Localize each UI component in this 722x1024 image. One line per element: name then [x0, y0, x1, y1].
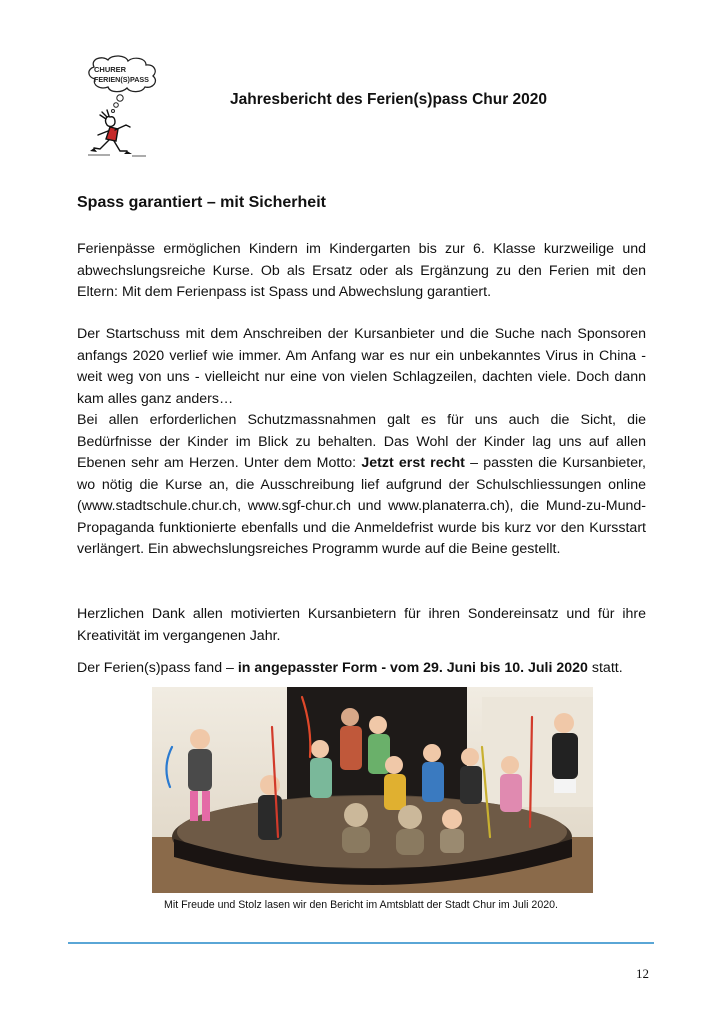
ferienpass-logo	[80, 55, 180, 163]
document-title: Jahresbericht des Ferien(s)pass Chur 2020	[230, 91, 548, 108]
paragraph-measures-text-2: – passten die Kursanbieter, wo nötig die Kurse an, die Ausschreibung lief aufgrund der Schulschliessungen online (www.stadtschule.chur.ch, www.sgf-chur.ch und www.planaterra.ch), die Mund-zu-Mund-Propaganda funktionierte ebenfalls und die Anmeldefrist wurde bis kurz vor den Kursstart verlängert. Ein abwechslungsreiches Programm wurde auf die Beine gestellt.	[77, 455, 646, 557]
paragraph-intro: Ferienpässe ermöglichen Kindern im Kindergarten bis zur 6. Klasse kurzweilige und abwechslungsreiche Kurse. Ob als Ersatz oder als Ergänzung zu den Ferien mit den Eltern: Mit dem Ferienpass ist Spass und Abwechslung garantiert.	[77, 241, 646, 300]
motto-text: Jetzt erst recht	[361, 455, 465, 471]
page-number: 12	[636, 966, 649, 981]
photo-caption: Mit Freude und Stolz lasen wir den Bericht im Amtsblatt der Stadt Chur im Juli 2020.	[164, 899, 558, 911]
paragraph-dates	[77, 658, 646, 680]
paragraph-thanks: Herzlichen Dank allen motivierten Kursanbietern für ihren Sondereinsatz und für ihre Kreativität im vergangenen Jahr.	[77, 606, 646, 644]
dates-text: in angepasster Form - vom 29. Juni bis 10. Juli 2020	[237, 660, 588, 676]
paragraph-measures-text-1: Bei allen erforderlichen Schutzmassnahmen galt es für uns auch die Sicht, die Bedürfnisse der Kinder im Blick zu behalten. Das Wohl der Kinder lag uns auf allen Ebenen sehr am Herzen. Unter dem Motto:	[77, 412, 646, 471]
logo-text-line1: CHURER	[94, 65, 127, 74]
children-stage-photo	[152, 687, 593, 893]
section-heading: Spass garantiert – mit Sicherheit	[77, 194, 326, 211]
paragraph-measures	[77, 410, 646, 561]
footer-divider	[68, 942, 654, 944]
logo-text-line2: FERIEN(S)PASS	[94, 75, 149, 84]
paragraph-dates-text-2: statt.	[587, 660, 623, 676]
paragraph-start: Der Startschuss mit dem Anschreiben der Kursanbieter und die Suche nach Sponsoren anfangs 2020 verlief wie immer. Am Anfang war es nur ein unbekanntes Virus in China - weit weg von uns - vielleicht nur eine von vielen Schlagzeilen, dachten viele. Doch dann kam alles ganz anders…	[77, 326, 646, 407]
paragraph-dates-text-1: Der Ferien(s)pass fand –	[77, 660, 238, 676]
